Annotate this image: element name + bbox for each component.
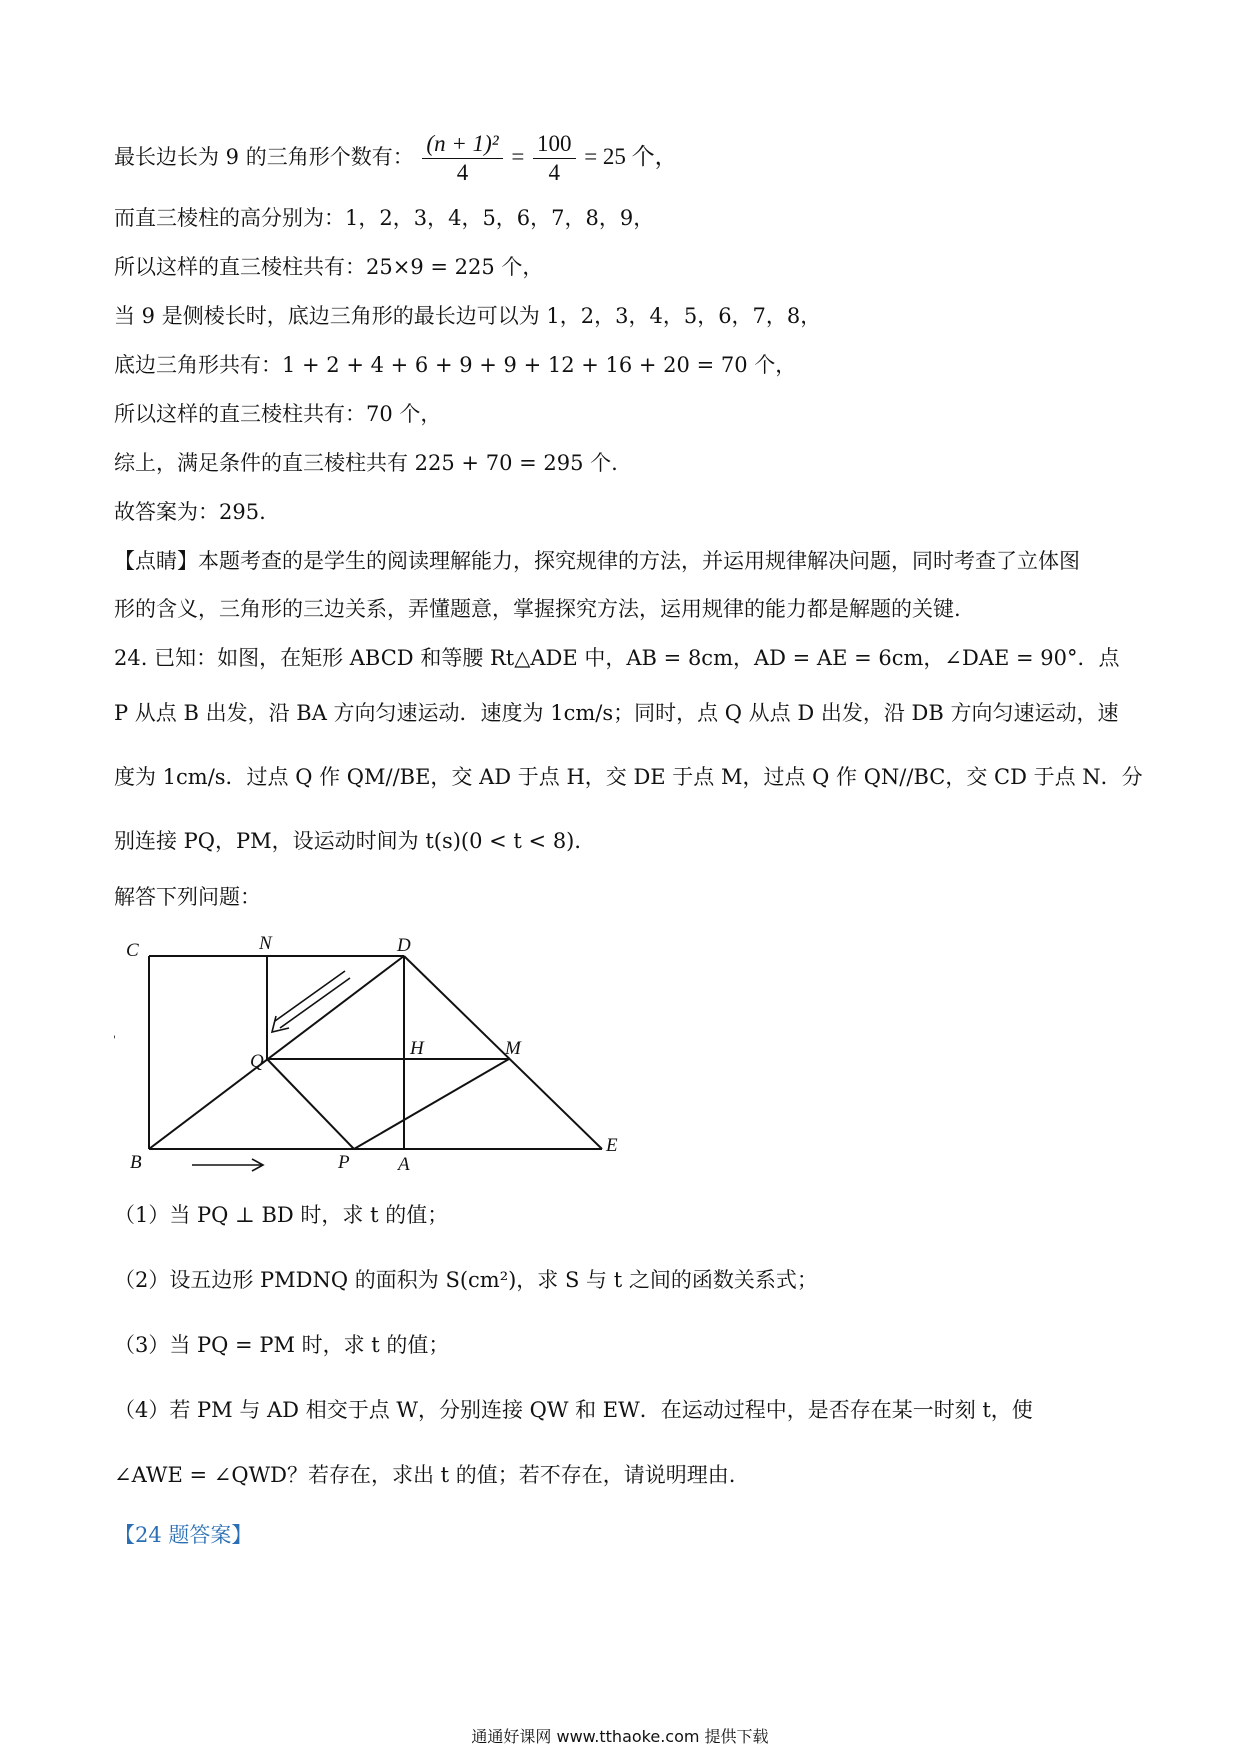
segment-PM: [354, 1059, 509, 1149]
geometry-figure: [114, 928, 634, 1178]
label-Q: Q: [250, 1051, 264, 1072]
arrow-along-DB: [280, 978, 350, 1028]
sub-question-4-line-1: （4）若 PM 与 AD 相交于点 W，分别连接 QW 和 EW．在运动过程中，是否存在某一时刻 t，使: [114, 1398, 1033, 1422]
line-prism-count-1: 所以这样的直三棱柱共有：25×9 = 225 个，: [114, 255, 544, 279]
question-24-prompt: 解答下列问题：: [114, 885, 261, 909]
equals-sign: =: [511, 144, 525, 169]
sub-question-1: （1）当 PQ ⊥ BD 时，求 t 的值；: [114, 1203, 449, 1227]
line-prism-count-2: 所以这样的直三棱柱共有：70 个，: [114, 402, 442, 426]
question-24-line-3: 度为 1cm/s．过点 Q 作 QM//BE，交 AD 于点 H，交 DE 于点 M，过点 Q 作 QN//BC，交 CD 于点 N．分: [114, 765, 1143, 789]
page-footer: 通通好课网 www.tthaoke.com 提供下载: [471, 1727, 769, 1746]
line-base-triangle-count: 底边三角形共有：1 + 2 + 4 + 6 + 9 + 9 + 12 + 16 + 20 = 70 个，: [114, 353, 797, 377]
label-H: H: [410, 1038, 424, 1059]
fraction-1: [422, 130, 502, 187]
answer-heading: 【24 题答案】: [114, 1523, 253, 1547]
segment-PQ: [267, 1059, 354, 1149]
label-A: A: [398, 1154, 410, 1175]
line-comment-1: 【点睛】本题考查的是学生的阅读理解能力，探究规律的方法，并运用规律解决问题，同时考查了立体图: [114, 549, 1080, 573]
line-side-edge-case: 当 9 是侧棱长时，底边三角形的最长边可以为 1，2，3，4，5，6，7，8，: [114, 304, 822, 328]
fraction-denominator: 4: [456, 160, 469, 185]
segment-BD: [149, 956, 404, 1149]
stray-mark: ': [113, 1035, 116, 1046]
label-M: M: [505, 1038, 521, 1059]
sub-question-4-line-2: ∠AWE = ∠QWD？若存在，求出 t 的值；若不存在，请说明理由.: [114, 1463, 736, 1487]
line-summary: 综上，满足条件的直三棱柱共有 225 + 70 = 295 个.: [114, 451, 618, 475]
fraction-numerator: (n + 1)²: [422, 130, 502, 159]
line-triangle-count: [114, 130, 678, 187]
question-24-line-4: 别连接 PQ，PM，设运动时间为 t(s)(0 < t < 8)．: [114, 829, 596, 853]
label-B: B: [130, 1152, 142, 1173]
label-P: P: [338, 1152, 350, 1173]
text-segment: = 25 个，: [584, 144, 678, 169]
label-E: E: [606, 1135, 618, 1156]
segment-DE: [404, 956, 602, 1149]
label-N: N: [259, 933, 272, 954]
fraction-numerator: 100: [533, 130, 576, 159]
arrow-along-DB: [275, 971, 345, 1021]
label-D: D: [397, 935, 411, 956]
line-final-answer: 故答案为：295.: [114, 500, 266, 524]
question-24-line-2: P 从点 B 出发，沿 BA 方向匀速运动．速度为 1cm/s；同时，点 Q 从点 D 出发，沿 DB 方向匀速运动，速: [114, 701, 1119, 725]
label-C: C: [126, 940, 139, 961]
fraction-denominator: 4: [548, 160, 560, 185]
text-segment: 最长边长为 9 的三角形个数有：: [114, 145, 414, 169]
fraction-2: [533, 130, 576, 187]
sub-question-3: （3）当 PQ = PM 时，求 t 的值；: [114, 1333, 450, 1357]
line-comment-2: 形的含义，三角形的三边关系，弄懂题意，掌握探究方法，运用规律的能力都是解题的关键.: [114, 597, 961, 621]
line-prism-heights: 而直三棱柱的高分别为：1，2，3，4，5，6，7，8，9，: [114, 206, 655, 230]
question-24-line-1: 24. 已知：如图，在矩形 ABCD 和等腰 Rt△ADE 中，AB = 8cm，AD = AE = 6cm，∠DAE = 90°．点: [114, 646, 1120, 670]
sub-question-2: （2）设五边形 PMDNQ 的面积为 S(cm²)，求 S 与 t 之间的函数关系式；: [114, 1268, 818, 1292]
